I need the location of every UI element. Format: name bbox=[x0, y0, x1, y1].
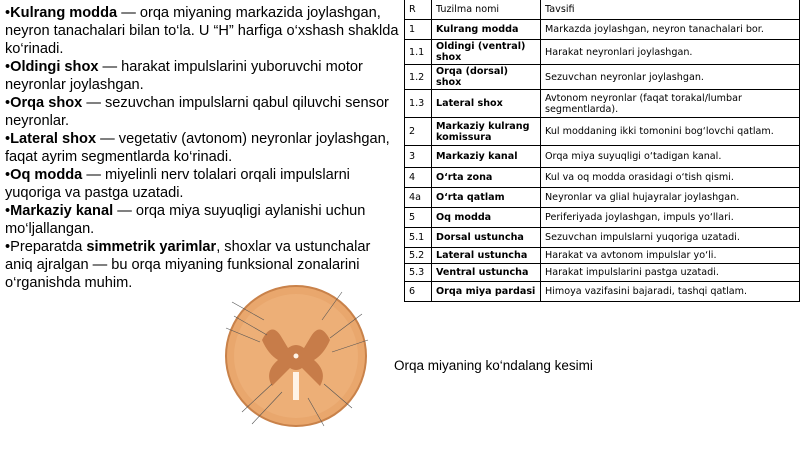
bullet-term: Orqa shox bbox=[10, 95, 83, 111]
cell-name: Markaziy kanal bbox=[432, 146, 541, 168]
table-header-row bbox=[405, 0, 800, 20]
bullet-text: — harakat impulslarini yuboruvchi motor neyronlar joylashgan. bbox=[5, 59, 363, 93]
cell-name: Markaziy kulrang komissura bbox=[432, 118, 541, 146]
bullet-term: Kulrang modda bbox=[10, 5, 118, 21]
bullet-term: Oldingi shox bbox=[10, 59, 99, 75]
cell-description: Markazda joylashgan, neyron tanachalari bor. bbox=[541, 20, 800, 40]
cell-description: Orqa miya suyuqligi o‘tadigan kanal. bbox=[541, 146, 800, 168]
table-row bbox=[405, 40, 800, 65]
bullet-text: , shoxlar va ustunchalar aniq ajralgan — bu orqa miyaning funksional zonalarini o‘rganishda muhim. bbox=[5, 239, 371, 291]
structure-table bbox=[404, 0, 800, 302]
cell-name: Lateral shox bbox=[432, 90, 541, 118]
bullet-text: — orqa miya suyuqligi aylanishi uchun mo‘ljallangan. bbox=[5, 203, 366, 237]
bullet-item: •Preparatda simmetrik yarimlar, shoxlar va ustunchalar aniq ajralgan — bu orqa miyaning funksional zonalarini o‘rganishda muhim. bbox=[5, 239, 371, 291]
table-row bbox=[405, 248, 800, 264]
bullet-item: •Lateral shox — vegetativ (avtonom) neyronlar joylashgan, faqat ayrim segmentlarda ko‘rinadi. bbox=[5, 131, 390, 165]
cell-r: 5.1 bbox=[405, 228, 432, 248]
bullet-term: Lateral shox bbox=[10, 131, 97, 147]
cell-r: 4 bbox=[405, 168, 432, 188]
cell-r: 1.3 bbox=[405, 90, 432, 118]
cell-r: 6 bbox=[405, 282, 432, 302]
cell-name: Orqa miya pardasi bbox=[432, 282, 541, 302]
cell-description: Harakat impulslarini pastga uzatadi. bbox=[541, 264, 800, 282]
bullet-text: Preparatda bbox=[10, 239, 87, 255]
bullet-item: •Oldingi shox — harakat impulslarini yuboruvchi motor neyronlar joylashgan. bbox=[5, 59, 363, 93]
cell-description: Kul moddaning ikki tomonini bog‘lovchi qatlam. bbox=[541, 118, 800, 146]
table-row bbox=[405, 20, 800, 40]
bullet-text: — orqa miyaning markazida joylashgan, neyron tanachalari bilan to‘la. U “H” harfiga o‘xshash shaklda ko‘rinadi. bbox=[5, 5, 399, 57]
cell-name: Ventral ustuncha bbox=[432, 264, 541, 282]
cell-name: Dorsal ustuncha bbox=[432, 228, 541, 248]
table-row bbox=[405, 208, 800, 228]
cell-name: Oq modda bbox=[432, 208, 541, 228]
cell-name: O‘rta zona bbox=[432, 168, 541, 188]
cell-name: Oldingi (ventral) shox bbox=[432, 40, 541, 65]
figure-caption: Orqa miyaning ko‘ndalang kesimi bbox=[394, 358, 593, 373]
bullet-item: •Kulrang modda — orqa miyaning markazida joylashgan, neyron tanachalari bilan to‘la. U “H” harfiga o‘xshash shaklda ko‘rinadi. bbox=[5, 5, 399, 57]
header-description: Tavsifi bbox=[541, 0, 800, 20]
bullet-text: — vegetativ (avtonom) neyronlar joylashgan, faqat ayrim segmentlarda ko‘rinadi. bbox=[5, 131, 390, 165]
cell-name: O‘rta qatlam bbox=[432, 188, 541, 208]
table-row bbox=[405, 146, 800, 168]
central-fissure bbox=[293, 372, 299, 400]
bullet-term: simmetrik yarimlar bbox=[86, 239, 217, 255]
cell-name: Lateral ustuncha bbox=[432, 248, 541, 264]
cell-r: 1.2 bbox=[405, 65, 432, 90]
header-r: R bbox=[405, 0, 432, 20]
cell-r: 5.2 bbox=[405, 248, 432, 264]
table-row bbox=[405, 282, 800, 302]
cell-description: Neyronlar va glial hujayralar joylashgan. bbox=[541, 188, 800, 208]
spinal-cord-section-image bbox=[212, 280, 382, 430]
cell-description: Himoya vazifasini bajaradi, tashqi qatlam. bbox=[541, 282, 800, 302]
table-row bbox=[405, 90, 800, 118]
bullet-text: — miyelinli nerv tolalari orqali impulslarni yuqoriga va pastga uzatadi. bbox=[5, 167, 350, 201]
table-row bbox=[405, 188, 800, 208]
cell-r: 1.1 bbox=[405, 40, 432, 65]
cell-description: Sezuvchan neyronlar joylashgan. bbox=[541, 65, 800, 90]
cell-r: 4a bbox=[405, 188, 432, 208]
table-row bbox=[405, 168, 800, 188]
cell-r: 5.3 bbox=[405, 264, 432, 282]
cell-description: Periferiyada joylashgan, impuls yo‘llari. bbox=[541, 208, 800, 228]
bullet-item: •Oq modda — miyelinli nerv tolalari orqali impulslarni yuqoriga va pastga uzatadi. bbox=[5, 167, 350, 201]
header-name: Tuzilma nomi bbox=[432, 0, 541, 20]
cell-name: Kulrang modda bbox=[432, 20, 541, 40]
bullet-list bbox=[5, 4, 400, 292]
table-row bbox=[405, 264, 800, 282]
bullet-item: •Markaziy kanal — orqa miya suyuqligi aylanishi uchun mo‘ljallangan. bbox=[5, 203, 366, 237]
cell-r: 3 bbox=[405, 146, 432, 168]
cell-description: Kul va oq modda orasidagi o‘tish qismi. bbox=[541, 168, 800, 188]
cell-description: Sezuvchan impulslarni yuqoriga uzatadi. bbox=[541, 228, 800, 248]
cell-r: 1 bbox=[405, 20, 432, 40]
central-canal bbox=[294, 354, 299, 359]
bullet-term: Oq modda bbox=[10, 167, 83, 183]
cell-r: 5 bbox=[405, 208, 432, 228]
bullet-text: — sezuvchan impulslarni qabul qiluvchi sensor neyronlar. bbox=[5, 95, 389, 129]
bullet-item: •Orqa shox — sezuvchan impulslarni qabul qiluvchi sensor neyronlar. bbox=[5, 95, 389, 129]
table-row bbox=[405, 118, 800, 146]
cell-name: Orqa (dorsal) shox bbox=[432, 65, 541, 90]
cell-description: Harakat neyronlari joylashgan. bbox=[541, 40, 800, 65]
cell-r: 2 bbox=[405, 118, 432, 146]
bullet-term: Markaziy kanal bbox=[10, 203, 114, 219]
cell-description: Harakat va avtonom impulslar yo‘li. bbox=[541, 248, 800, 264]
cell-description: Avtonom neyronlar (faqat torakal/lumbar segmentlarda). bbox=[541, 90, 800, 118]
table-row bbox=[405, 228, 800, 248]
table-body bbox=[405, 20, 800, 302]
table-row bbox=[405, 65, 800, 90]
